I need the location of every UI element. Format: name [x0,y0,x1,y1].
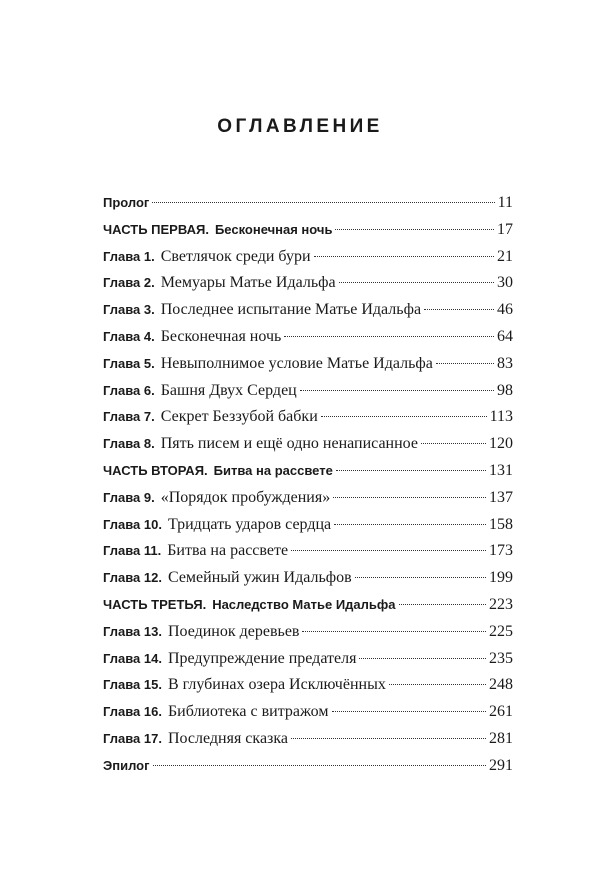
entry-label [103,753,150,780]
table-of-contents [103,190,513,780]
dot-leader [291,550,486,551]
page-number: 11 [497,194,513,211]
page-number: 261 [489,703,513,721]
toc-entry[interactable] [103,404,513,431]
dot-leader [332,711,487,712]
entry-label [103,404,318,431]
dot-leader [399,604,486,605]
entry-prefix: Глава 10. [103,516,162,532]
entry-prefix: Глава 1. [103,248,155,264]
entry-label [103,217,332,244]
toc-entry[interactable] [103,672,513,699]
entry-prefix: Глава 15. [103,677,162,693]
entry-prefix: Глава 5. [103,355,155,371]
entry-name: Наследство Матье Идальфа [212,596,396,612]
entry-label [103,512,331,539]
toc-entry[interactable] [103,378,513,405]
entry-prefix: ЧАСТЬ ВТОРАЯ. [103,462,208,478]
entry-label [103,565,352,592]
toc-entry[interactable] [103,324,513,351]
dot-leader [339,282,494,283]
page-number: 120 [489,435,513,453]
toc-entry[interactable] [103,726,513,753]
entry-name: Тридцать ударов сердца [167,515,332,533]
entry-name: «Порядок пробуждения» [160,488,331,506]
toc-entry[interactable] [103,244,513,271]
entry-name: Бесконечная ночь [214,221,333,237]
dot-leader [436,363,494,364]
entry-prefix: Глава 7. [103,409,155,425]
entry-prefix: Пролог [103,195,150,210]
entry-label [103,458,333,485]
toc-entry[interactable] [103,619,513,646]
page-number: 291 [489,756,513,774]
page-number: 223 [489,595,513,613]
toc-entry[interactable] [103,217,513,244]
entry-prefix: Глава 14. [103,650,162,666]
entry-name: Пять писем и ещё одно ненаписанное [160,435,418,453]
page-number: 98 [497,381,513,399]
dot-leader [153,765,486,766]
entry-prefix: Глава 6. [103,382,155,398]
entry-name: Башня Двух Сердец [160,381,297,399]
entry-prefix: Глава 4. [103,328,155,344]
page-number: 281 [489,729,513,747]
entry-label [103,324,281,351]
page-number: 199 [489,569,513,587]
page-number: 21 [497,247,513,265]
toc-entry[interactable] [103,592,513,619]
dot-leader [152,202,494,203]
entry-label [103,672,386,699]
entry-label [103,378,297,405]
toc-entry[interactable] [103,297,513,324]
entry-name: Поединок деревьев [167,622,300,640]
entry-prefix: Глава 16. [103,704,162,720]
entry-name: Битва на рассвете [167,542,289,560]
entry-name: В глубинах озера Исключённых [167,676,386,694]
entry-prefix: Глава 12. [103,570,162,586]
page-number: 113 [489,408,513,426]
page-number: 225 [489,622,513,640]
toc-entry[interactable] [103,699,513,726]
toc-entry[interactable] [103,270,513,297]
entry-label [103,485,330,512]
page-number: 83 [497,354,513,372]
entry-label [103,646,356,673]
dot-leader [359,658,486,659]
dot-leader [335,229,494,230]
entry-label [103,351,433,378]
toc-entry[interactable] [103,512,513,539]
toc-entry[interactable] [103,538,513,565]
entry-label [103,270,336,297]
entry-prefix: Глава 3. [103,302,155,318]
entry-prefix: Глава 13. [103,623,162,639]
entry-label [103,699,329,726]
entry-name: Битва на рассвете [213,462,333,478]
entry-name: Семейный ужин Идальфов [167,569,352,587]
entry-label [103,244,311,271]
dot-leader [334,524,486,525]
page-title: ОГЛАВЛЕНИЕ [217,116,383,137]
entry-prefix: Глава 11. [103,543,162,559]
entry-prefix: Глава 17. [103,730,162,746]
dot-leader [284,336,494,337]
entry-prefix: Глава 8. [103,436,155,452]
entry-name: Секрет Беззубой бабки [160,408,318,426]
page-number: 158 [489,515,513,533]
toc-entry[interactable] [103,646,513,673]
entry-name: Бесконечная ночь [160,327,282,345]
dot-leader [300,390,494,391]
dot-leader [389,684,486,685]
entry-prefix: Глава 9. [103,489,155,505]
entry-label [103,297,421,324]
page-number: 235 [489,649,513,667]
toc-entry[interactable] [103,458,513,485]
page-number: 17 [497,220,513,238]
page-number: 46 [497,301,513,319]
dot-leader [314,256,495,257]
entry-prefix: Глава 2. [103,275,155,291]
entry-label [103,619,299,646]
entry-label [103,431,418,458]
toc-entry[interactable] [103,351,513,378]
page-number: 131 [489,461,513,479]
dot-leader [424,309,494,310]
toc-entry[interactable] [103,190,513,217]
dot-leader [421,443,486,444]
page-number: 64 [497,327,513,345]
dot-leader [333,497,486,498]
entry-name: Мемуары Матье Идальфа [160,274,336,292]
page-number: 30 [497,274,513,292]
entry-name: Последняя сказка [167,729,288,747]
entry-prefix: Эпилог [103,757,150,773]
toc-entry[interactable] [103,431,513,458]
entry-name: Предупреждение предателя [167,649,357,667]
entry-name: Последнее испытание Матье Идальфа [160,301,422,319]
page-number: 173 [489,542,513,560]
dot-leader [321,416,487,417]
entry-label [103,538,288,565]
entry-name: Светлячок среди бури [160,247,311,265]
page-number: 137 [489,488,513,506]
entry-prefix: ЧАСТЬ ПЕРВАЯ. [103,221,209,237]
entry-name: Библиотека с витражом [167,703,329,721]
dot-leader [302,631,486,632]
toc-entry[interactable] [103,565,513,592]
dot-leader [336,470,486,471]
entry-name: Невыполнимое условие Матье Идальфа [160,354,433,372]
entry-label [103,726,288,753]
dot-leader [355,577,486,578]
dot-leader [291,738,486,739]
entry-label [103,592,396,619]
entry-label [103,190,149,217]
toc-entry[interactable] [103,485,513,512]
page-number: 248 [489,676,513,694]
entry-prefix: ЧАСТЬ ТРЕТЬЯ. [103,596,207,612]
toc-entry[interactable] [103,753,513,780]
